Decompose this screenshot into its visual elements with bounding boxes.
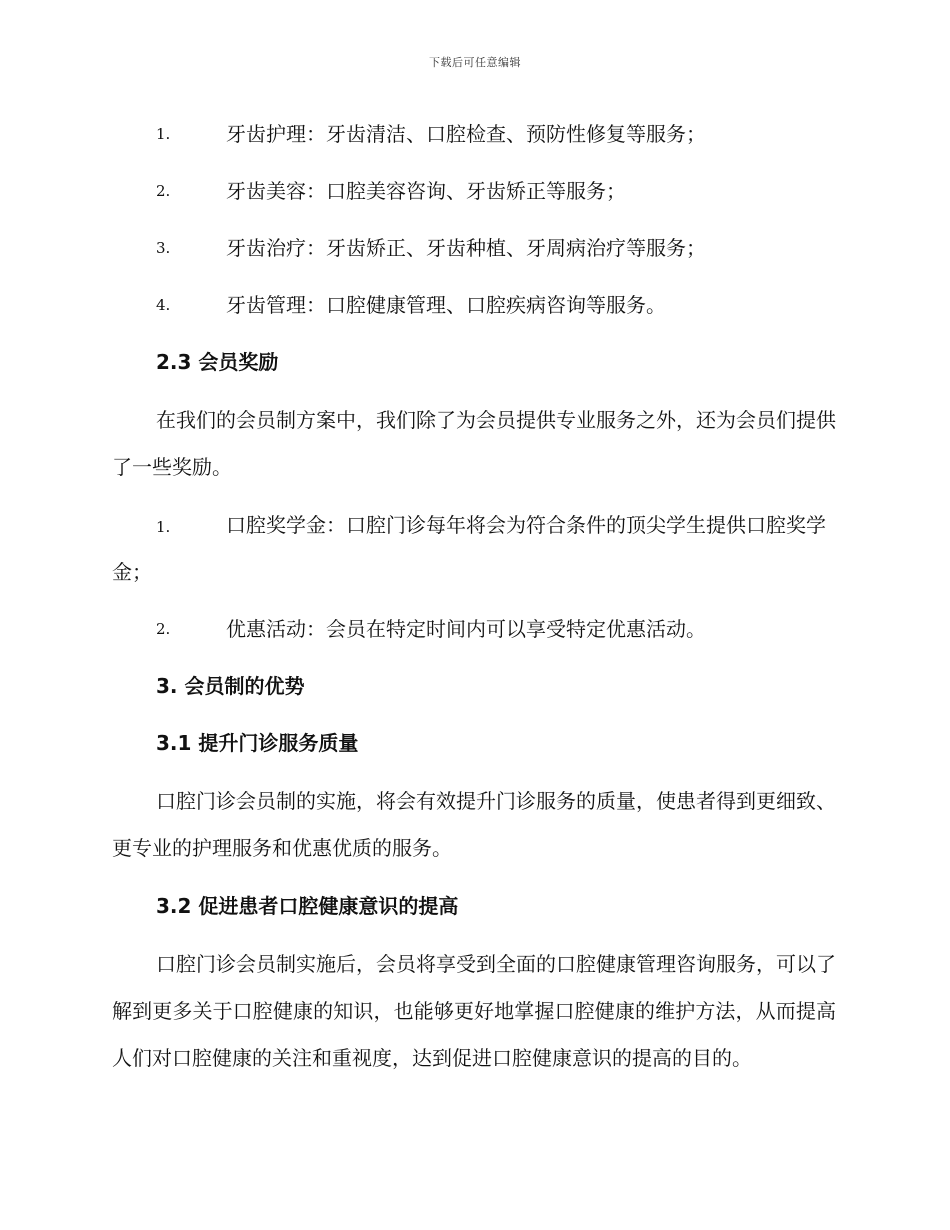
list-text: 优惠活动：会员在特定时间内可以享受特定优惠活动。 — [226, 617, 706, 641]
list-number: 2. — [156, 182, 171, 200]
section-heading-3: 3. 会员制的优势 — [156, 674, 305, 698]
header-note: 下载后可任意编辑 — [429, 56, 521, 69]
document-content — [112, 112, 836, 1094]
list-text: 口腔奖学金：口腔门诊每年将会为符合条件的顶尖学生提供口腔奖学金； — [112, 513, 826, 584]
list-text: 牙齿治疗：牙齿矫正、牙齿种植、牙周病治疗等服务； — [226, 236, 706, 260]
list-text: 牙齿管理：口腔健康管理、口腔疾病咨询等服务。 — [226, 293, 666, 317]
list-item — [112, 112, 836, 157]
section-heading-3-2: 3.2 促进患者口腔健康意识的提高 — [156, 894, 459, 918]
section-heading-2-3: 2.3 会员奖励 — [156, 350, 279, 374]
section-heading-3-1: 3.1 提升门诊服务质量 — [156, 731, 359, 755]
paragraph-rewards-intro: 在我们的会员制方案中，我们除了为会员提供专业服务之外，还为会员们提供了一些奖励。 — [112, 408, 836, 479]
list-text: 牙齿美容：口腔美容咨询、牙齿矫正等服务； — [226, 179, 626, 203]
list-number: 2. — [156, 620, 171, 638]
list-number: 1. — [156, 518, 171, 536]
list-item — [112, 607, 836, 652]
list-number: 1. — [156, 125, 171, 143]
list-number: 3. — [156, 239, 171, 257]
list-item — [112, 226, 836, 271]
paragraph-service-quality: 口腔门诊会员制的实施，将会有效提升门诊服务的质量，使患者得到更细致、更专业的护理服务和优惠优质的服务。 — [112, 789, 836, 860]
list-number: 4. — [156, 296, 171, 314]
list-item — [112, 169, 836, 214]
list-item — [112, 283, 836, 328]
list-item — [112, 503, 836, 595]
list-text: 牙齿护理：牙齿清洁、口腔检查、预防性修复等服务； — [226, 122, 706, 146]
paragraph-health-awareness: 口腔门诊会员制实施后，会员将享受到全面的口腔健康管理咨询服务，可以了解到更多关于口腔健康的知识，也能够更好地掌握口腔健康的维护方法，从而提高人们对口腔健康的关注和重视度，达到促进口腔健康意识的提高的目的。 — [112, 952, 836, 1070]
